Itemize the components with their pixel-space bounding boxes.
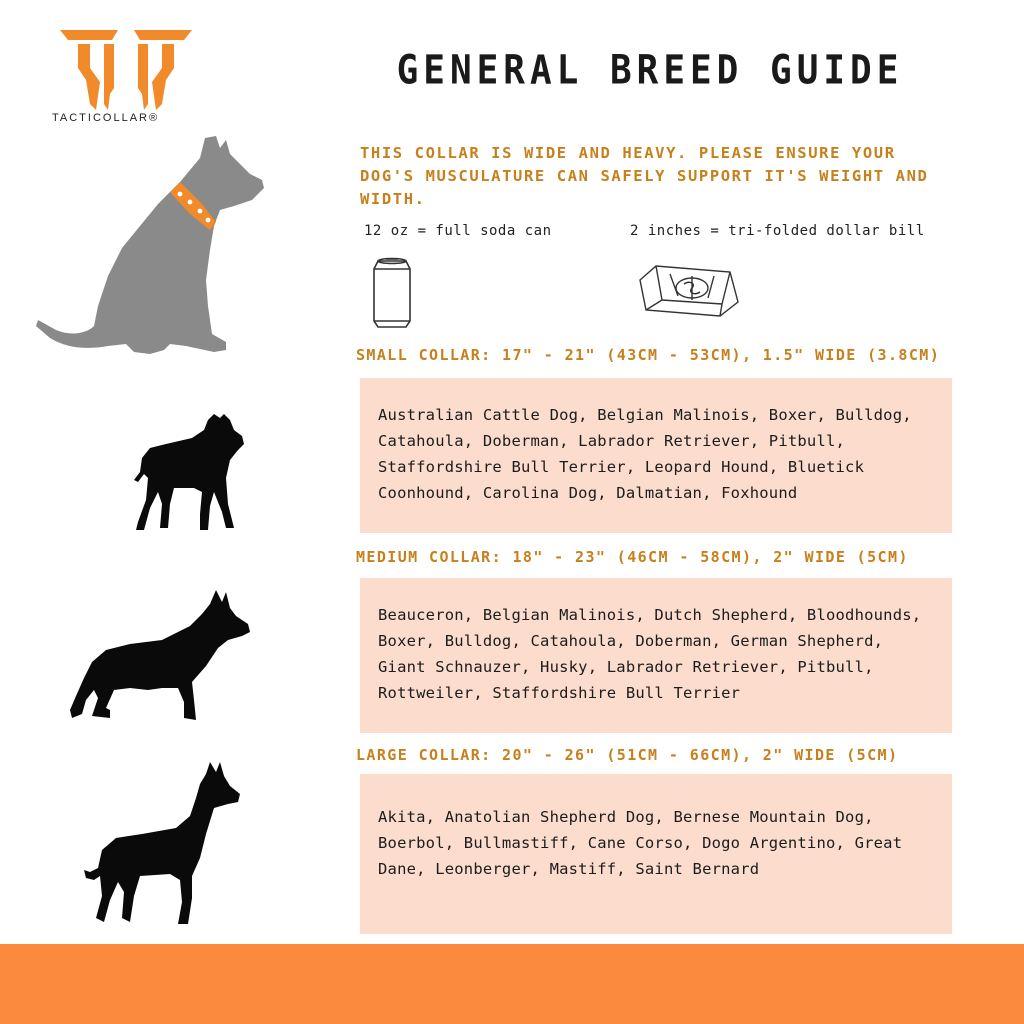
page-title: GENERAL BREED GUIDE — [396, 47, 904, 94]
medium-breed-panel — [360, 578, 952, 733]
warning-text: THIS COLLAR IS WIDE AND HEAVY. PLEASE ENSURE YOUR DOG'S MUSCULATURE CAN SAFELY SUPPORT IT'S WEIGHT AND WIDTH. — [360, 144, 929, 208]
small-breed-list: Australian Cattle Dog, Belgian Malinois, Boxer, Bulldog, Catahoula, Doberman, Labrador Retriever, Pitbull, Staffordshire Bull Terrier, Leopard Hound, Bluetick Coonhound, Carolina Dog, Dalmatian, Foxhound — [378, 406, 912, 502]
dollar-bill-icon — [634, 262, 744, 320]
large-breed-panel — [360, 774, 952, 934]
bill-reference-label: 2 inches = tri-folded dollar bill — [630, 223, 925, 239]
small-breed-panel — [360, 378, 952, 533]
boxer-dog-silhouette-icon — [130, 408, 250, 534]
small-collar-heading: SMALL COLLAR: 17" - 21" (43CM - 53CM), 1.5" WIDE (3.8CM) — [356, 346, 941, 364]
large-breed-list: Akita, Anatolian Shepherd Dog, Bernese Mountain Dog, Boerbol, Bullmastiff, Cane Corso, Dogo Argentino, Great Dane, Leonberger, Mastiff, Saint Bernard — [378, 808, 903, 878]
german-shepherd-silhouette-icon — [66, 586, 256, 726]
footer-bar — [0, 944, 1024, 1024]
medium-breed-list: Beauceron, Belgian Malinois, Dutch Shepherd, Bloodhounds, Boxer, Bulldog, Catahoula, Doberman, German Shepherd, Giant Schnauzer, Husky, Labrador Retriever, Pitbull, Rottweiler, Staffordshire Bull Terrier — [378, 606, 922, 702]
soda-can-icon — [370, 255, 414, 331]
brand-name: TACTICOLLAR® — [52, 112, 160, 124]
soda-reference-label: 12 oz = full soda can — [364, 223, 552, 239]
medium-collar-heading: MEDIUM COLLAR: 18" - 23" (46CM - 58CM), 2" WIDE (5CM) — [356, 548, 909, 566]
large-collar-heading: LARGE COLLAR: 20" - 26" (51CM - 66CM), 2" WIDE (5CM) — [356, 746, 899, 764]
dog-wearing-collar-icon — [30, 130, 270, 362]
great-dane-silhouette-icon — [80, 758, 250, 928]
